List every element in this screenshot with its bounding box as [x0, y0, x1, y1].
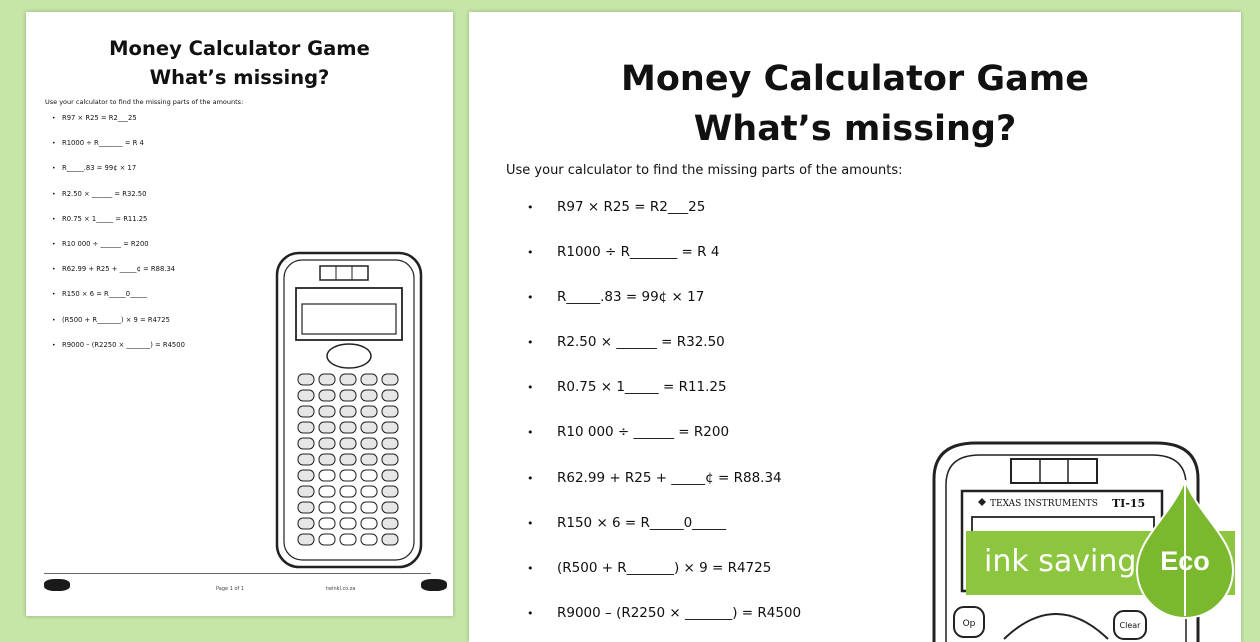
- calculator-model: TI-15: [1112, 497, 1146, 510]
- question-item-small: • R10 000 ÷ ______ = R200: [52, 238, 185, 263]
- calculator-key-icon: [298, 534, 314, 545]
- calculator-key-icon: [382, 454, 398, 465]
- calculator-key-icon: [382, 422, 398, 433]
- calculator-key-icon: [340, 390, 356, 401]
- instructions: Use your calculator to find the missing parts of the amounts:: [506, 163, 903, 178]
- question-item: • R10 000 ÷ ______ = R200: [527, 421, 801, 466]
- worksheet-title: [469, 54, 1241, 154]
- calculator-key-icon: [361, 518, 377, 529]
- calculator-key-icon: [340, 502, 356, 513]
- question-item: • R150 × 6 = R_____0_____: [527, 512, 801, 557]
- question-item: • R97 × R25 = R2___25: [527, 196, 801, 241]
- calculator-key-icon: [319, 470, 335, 481]
- title-line2-small: What’s missing?: [149, 66, 330, 89]
- calculator-key-icon: [361, 438, 377, 449]
- question-item-small: • R97 × R25 = R2___25: [52, 112, 185, 137]
- calculator-key-icon: [361, 486, 377, 497]
- calculator-key-icon: [319, 422, 335, 433]
- calculator-key-icon: [361, 406, 377, 417]
- calculator-key-icon: [340, 438, 356, 449]
- calculator-brand: TEXAS INSTRUMENTS: [990, 499, 1098, 509]
- worksheet-title-small: [26, 34, 453, 92]
- calculator-key-icon: [382, 438, 398, 449]
- question-list-small: [52, 112, 185, 364]
- calculator-key-icon: [298, 470, 314, 481]
- calculator-key-icon: [382, 470, 398, 481]
- ink-saving-label: ink saving: [984, 544, 1137, 579]
- question-item: • R2.50 × ______ = R32.50: [527, 331, 801, 376]
- calculator-key-icon: [298, 454, 314, 465]
- calculator-key-icon: [298, 422, 314, 433]
- calculator-key-icon: [298, 374, 314, 385]
- calculator-key-icon: [340, 422, 356, 433]
- question-item-small: • R2.50 × ______ = R32.50: [52, 188, 185, 213]
- calculator-key-icon: [340, 454, 356, 465]
- question-item: • R9000 – (R2250 × _______) = R4500: [527, 602, 801, 642]
- calculator-key-icon: [361, 454, 377, 465]
- calculator-key-icon: [319, 438, 335, 449]
- calculator-key-icon: [298, 518, 314, 529]
- calculator-key-icon: [319, 534, 335, 545]
- calculator-key-icon: [298, 502, 314, 513]
- leaf-drop-icon: [1133, 480, 1237, 624]
- question-item: • R_____.83 = 99¢ × 17: [527, 286, 801, 331]
- worksheet-preview-small[interactable]: [26, 12, 453, 616]
- twinkl-logo-icon: [44, 579, 70, 591]
- question-item-small: • R150 × 6 = R_____0_____: [52, 288, 185, 313]
- calculator-key-icon: [340, 534, 356, 545]
- calculator-key-icon: [340, 374, 356, 385]
- question-item-small: • (R500 + R_______) × 9 = R4725: [52, 314, 185, 339]
- calculator-key-icon: [382, 518, 398, 529]
- eco-badge-label: Eco: [1160, 546, 1210, 576]
- calculator-key-icon: [340, 486, 356, 497]
- calculator-key-icon: [298, 390, 314, 401]
- calculator-key-icon: [298, 406, 314, 417]
- calculator-key-icon: [361, 502, 377, 513]
- calculator-key-icon: [382, 406, 398, 417]
- calculator-key-icon: [361, 422, 377, 433]
- calculator-key-icon: [361, 390, 377, 401]
- footer-divider: [44, 573, 431, 574]
- question-item: • (R500 + R_______) × 9 = R4725: [527, 557, 801, 602]
- calculator-key-icon: [319, 406, 335, 417]
- clear-key-label: Clear: [1119, 621, 1141, 630]
- calculator-key-icon: [361, 534, 377, 545]
- calculator-key-icon: [319, 374, 335, 385]
- calculator-key-icon: [340, 406, 356, 417]
- title-line2: What’s missing?: [693, 109, 1017, 149]
- calculator-key-icon: [319, 518, 335, 529]
- question-item-small: • R62.99 + R25 + _____¢ = R88.34: [52, 263, 185, 288]
- calculator-key-icon: [340, 470, 356, 481]
- calculator-key-icon: [340, 518, 356, 529]
- calculator-key-icon: [319, 486, 335, 497]
- question-item-small: • R_____.83 = 99¢ × 17: [52, 162, 185, 187]
- calculator-key-icon: [382, 486, 398, 497]
- calculator-key-icon: [319, 502, 335, 513]
- question-item-small: • R0.75 × 1_____ = R11.25: [52, 213, 185, 238]
- title-line1-small: Money Calculator Game: [109, 37, 370, 60]
- calculator-key-icon: [382, 374, 398, 385]
- calculator-key-icon: [361, 374, 377, 385]
- instructions-small: Use your calculator to find the missing parts of the amounts:: [45, 98, 244, 106]
- calculator-key-icon: [382, 390, 398, 401]
- calculator-key-icon: [319, 454, 335, 465]
- calculator-key-icon: [382, 502, 398, 513]
- op-key-label: Op: [962, 619, 976, 629]
- question-item: • R1000 ÷ R_______ = R 4: [527, 241, 801, 286]
- question-list: [527, 196, 801, 642]
- question-item: • R0.75 × 1_____ = R11.25: [527, 376, 801, 421]
- title-line1: Money Calculator Game: [621, 59, 1089, 99]
- calculator-key-icon: [298, 486, 314, 497]
- calculator-key-icon: [361, 470, 377, 481]
- question-item-small: • R9000 – (R2250 × _______) = R4500: [52, 339, 185, 364]
- calculator-key-icon: [319, 390, 335, 401]
- question-item: • R62.99 + R25 + _____¢ = R88.34: [527, 467, 801, 512]
- question-item-small: • R1000 ÷ R_______ = R 4: [52, 137, 185, 162]
- footer-page-number: Page 1 of 1: [216, 586, 245, 592]
- calculator-illustration-icon: [274, 250, 424, 570]
- calculator-key-icon: [298, 438, 314, 449]
- calculator-key-icon: [382, 534, 398, 545]
- footer-url: twinkl.co.za: [326, 586, 356, 592]
- twinkl-logo-icon: [421, 579, 447, 591]
